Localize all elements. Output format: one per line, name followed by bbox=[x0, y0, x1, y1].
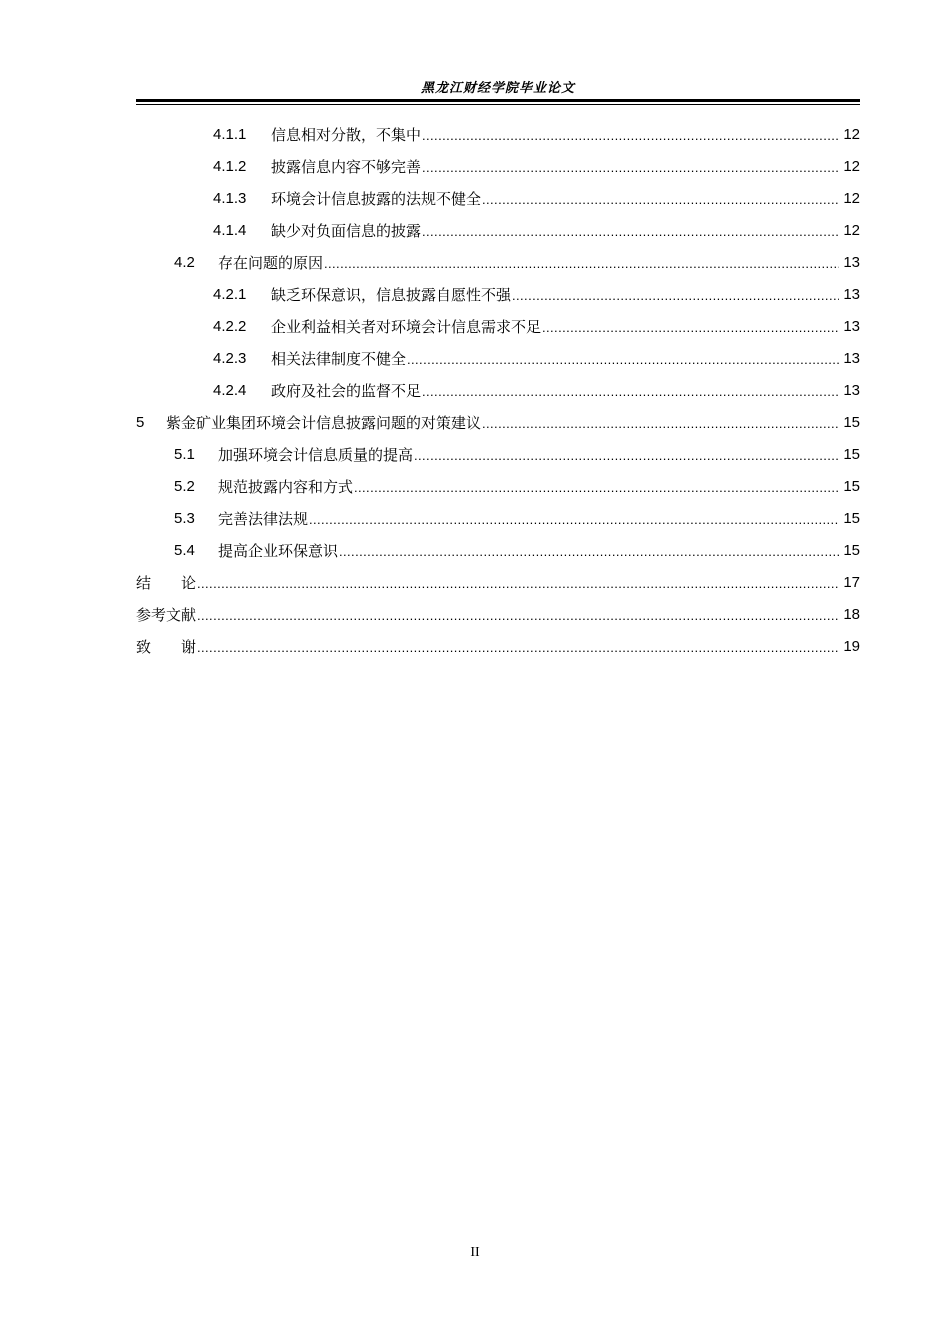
toc-entry-title: 存在问题的原因 bbox=[218, 254, 324, 272]
toc-entry-page: 15 bbox=[843, 510, 860, 527]
toc-entry-number: 4.1.1 bbox=[213, 126, 247, 143]
toc-entry[interactable] bbox=[136, 439, 860, 471]
toc-dot-leader bbox=[422, 151, 839, 183]
toc-entry-page: 13 bbox=[843, 254, 860, 271]
toc-entry-title: 提高企业环保意识 bbox=[218, 542, 339, 560]
toc-entry-title: 紫金矿业集团环境会计信息披露问题的对策建议 bbox=[166, 414, 482, 432]
toc-entry-page: 15 bbox=[843, 542, 860, 559]
toc-entry-page: 12 bbox=[843, 190, 860, 207]
toc-entry-page: 13 bbox=[843, 382, 860, 399]
toc-dot-leader bbox=[422, 119, 839, 151]
toc-entry-title: 缺少对负面信息的披露 bbox=[271, 222, 422, 240]
toc-entry-page: 12 bbox=[843, 126, 860, 143]
header-rule-thin bbox=[136, 104, 860, 105]
toc-entry-page: 13 bbox=[843, 350, 860, 367]
page-number: II bbox=[470, 1245, 480, 1260]
toc-dot-leader bbox=[354, 471, 839, 503]
toc-entry-number: 4.2.3 bbox=[213, 350, 247, 367]
toc-entry[interactable] bbox=[136, 215, 860, 247]
toc-entry-page: 19 bbox=[843, 638, 860, 655]
toc-entry-page: 15 bbox=[843, 478, 860, 495]
toc-dot-leader bbox=[339, 535, 839, 567]
toc-entry-number: 5.1 bbox=[174, 446, 195, 463]
toc-dot-leader bbox=[197, 631, 839, 663]
toc-entry[interactable] bbox=[136, 471, 860, 503]
header-rules bbox=[136, 0, 860, 120]
toc-entry-number: 4.1.4 bbox=[213, 222, 247, 239]
toc-entry-number: 5 bbox=[136, 414, 145, 431]
toc-dot-leader bbox=[422, 375, 839, 407]
toc-entry[interactable] bbox=[136, 631, 860, 663]
toc-dot-leader bbox=[414, 439, 839, 471]
toc-dot-leader bbox=[512, 279, 839, 311]
toc-entry[interactable] bbox=[136, 503, 860, 535]
toc-dot-leader bbox=[542, 311, 839, 343]
toc-entry-page: 13 bbox=[843, 286, 860, 303]
toc-entry[interactable] bbox=[136, 119, 860, 151]
toc-entry-page: 17 bbox=[843, 574, 860, 591]
toc-dot-leader bbox=[482, 407, 839, 439]
toc-entry-number: 4.2.1 bbox=[213, 286, 247, 303]
toc-entry[interactable] bbox=[136, 375, 860, 407]
table-of-contents bbox=[136, 119, 860, 663]
toc-entry[interactable] bbox=[136, 311, 860, 343]
toc-entry-title: 加强环境会计信息质量的提高 bbox=[218, 446, 414, 464]
toc-entry-number: 4.1.3 bbox=[213, 190, 247, 207]
toc-entry-page: 13 bbox=[843, 318, 860, 335]
toc-entry-number: 4.1.2 bbox=[213, 158, 247, 175]
toc-entry-page: 12 bbox=[843, 158, 860, 175]
toc-dot-leader bbox=[197, 599, 839, 631]
toc-entry[interactable] bbox=[136, 183, 860, 215]
toc-entry[interactable] bbox=[136, 535, 860, 567]
toc-dot-leader bbox=[324, 247, 839, 279]
toc-entry-number: 4.2.2 bbox=[213, 318, 247, 335]
toc-entry[interactable] bbox=[136, 279, 860, 311]
toc-entry-title: 结 论 bbox=[136, 574, 197, 592]
toc-dot-leader bbox=[309, 503, 839, 535]
toc-entry-title: 相关法律制度不健全 bbox=[271, 350, 407, 368]
toc-entry-title: 缺乏环保意识，信息披露自愿性不强 bbox=[271, 286, 512, 304]
toc-entry[interactable] bbox=[136, 599, 860, 631]
toc-entry-title: 完善法律法规 bbox=[218, 510, 309, 528]
toc-entry-title: 政府及社会的监督不足 bbox=[271, 382, 422, 400]
toc-entry-page: 15 bbox=[843, 446, 860, 463]
toc-entry-number: 4.2.4 bbox=[213, 382, 247, 399]
toc-entry-number: 4.2 bbox=[174, 254, 195, 271]
header-rule-thick bbox=[136, 99, 860, 102]
toc-entry-title: 环境会计信息披露的法规不健全 bbox=[271, 190, 482, 208]
toc-entry-title: 信息相对分散，不集中 bbox=[271, 126, 422, 144]
toc-entry[interactable] bbox=[136, 343, 860, 375]
header-title: 黑龙江财经学院毕业论文 bbox=[420, 81, 575, 96]
toc-entry-title: 规范披露内容和方式 bbox=[218, 478, 354, 496]
toc-dot-leader bbox=[197, 567, 839, 599]
toc-entry-title: 参考文献 bbox=[136, 606, 197, 624]
toc-entry[interactable] bbox=[136, 247, 860, 279]
toc-entry-number: 5.2 bbox=[174, 478, 195, 495]
toc-entry-page: 15 bbox=[843, 414, 860, 431]
toc-entry[interactable] bbox=[136, 407, 860, 439]
toc-entry[interactable] bbox=[136, 151, 860, 183]
toc-dot-leader bbox=[407, 343, 839, 375]
toc-entry-title: 企业利益相关者对环境会计信息需求不足 bbox=[271, 318, 542, 336]
toc-entry-page: 18 bbox=[843, 606, 860, 623]
toc-dot-leader bbox=[482, 183, 839, 215]
toc-entry-number: 5.3 bbox=[174, 510, 195, 527]
toc-entry-title: 致 谢 bbox=[136, 638, 197, 656]
toc-dot-leader bbox=[422, 215, 839, 247]
toc-entry-number: 5.4 bbox=[174, 542, 195, 559]
toc-entry-title: 披露信息内容不够完善 bbox=[271, 158, 422, 176]
toc-entry-page: 12 bbox=[843, 222, 860, 239]
toc-entry[interactable] bbox=[136, 567, 860, 599]
